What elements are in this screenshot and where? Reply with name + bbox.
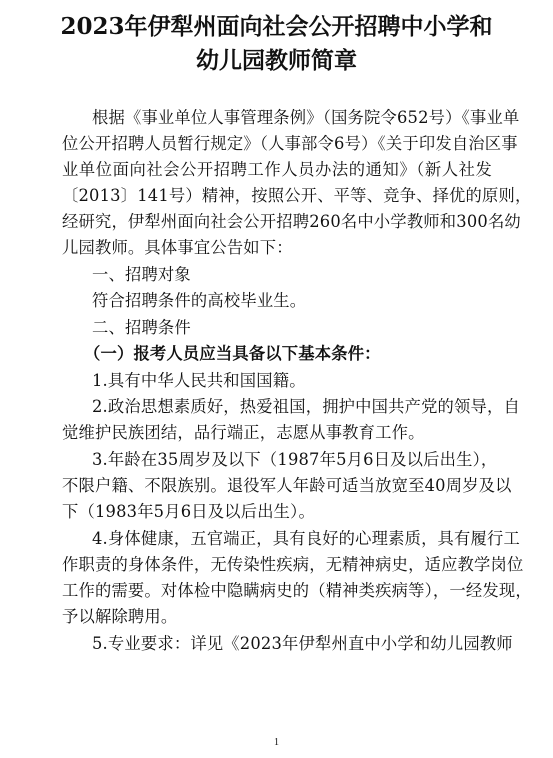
body-line: 1.具有中华人民共和国国籍。 — [92, 371, 306, 390]
body-line: 符合招聘条件的高校毕业生。 — [92, 291, 307, 310]
body-line: 觉维护民族团结，品行端正，志愿从事教育工作。 — [62, 423, 425, 442]
body-line: 经研究，伊犁州面向社会公开招聘260名中小学教师和300名幼 — [62, 212, 521, 231]
section-heading: 一、招聘对象 — [92, 265, 191, 284]
body-line: 3.年龄在35周岁及以下（1987年5月6日及以后出生）， — [92, 450, 498, 469]
body-line: 作职责的身体条件，无传染性疾病，无精神病史，适应教学岗位 — [62, 555, 524, 574]
body-line: 4.身体健康，五官端正，具有良好的心理素质，具有履行工 — [92, 529, 520, 548]
body-line: 根据《事业单位人事管理条例》（国务院令652号）《事业单 — [92, 108, 520, 127]
subsection-heading: （一）报考人员应当具备以下基本条件： — [84, 344, 381, 363]
document-title-line-1: 2023年伊犁州面向社会公开招聘中小学和 — [60, 13, 493, 40]
section-heading: 二、招聘条件 — [92, 318, 191, 337]
document-title-line-2: 幼儿园教师简章 — [196, 47, 357, 74]
body-line: 业单位面向社会公开招聘工作人员办法的通知》（新人社发 — [62, 160, 492, 179]
body-line: 〔2013〕141号）精神，按照公开、平等、竞争、择优的原则， — [62, 186, 532, 205]
body-line: 5.专业要求：详见《2023年伊犁州直中小学和幼儿园教师 — [92, 634, 513, 653]
body-line: 予以解除聘用。 — [62, 607, 178, 626]
body-line: 儿园教师。具体事宜公告如下： — [62, 238, 293, 257]
body-line: 下（1983年5月6日及以后出生）。 — [62, 502, 315, 521]
body-line: 2.政治思想素质好，热爱祖国，拥护中国共产党的领导，自 — [92, 397, 520, 416]
body-line: 工作的需要。对体检中隐瞒病史的（精神类疾病等），一经发现， — [62, 581, 532, 600]
page-number: 1 — [274, 737, 279, 748]
body-line: 不限户籍、不限族别。退役军人年龄可适当放宽至40周岁及以 — [62, 476, 512, 495]
body-line: 位公开招聘人员暂行规定》（人事部令6号）《关于印发自治区事 — [62, 134, 518, 153]
